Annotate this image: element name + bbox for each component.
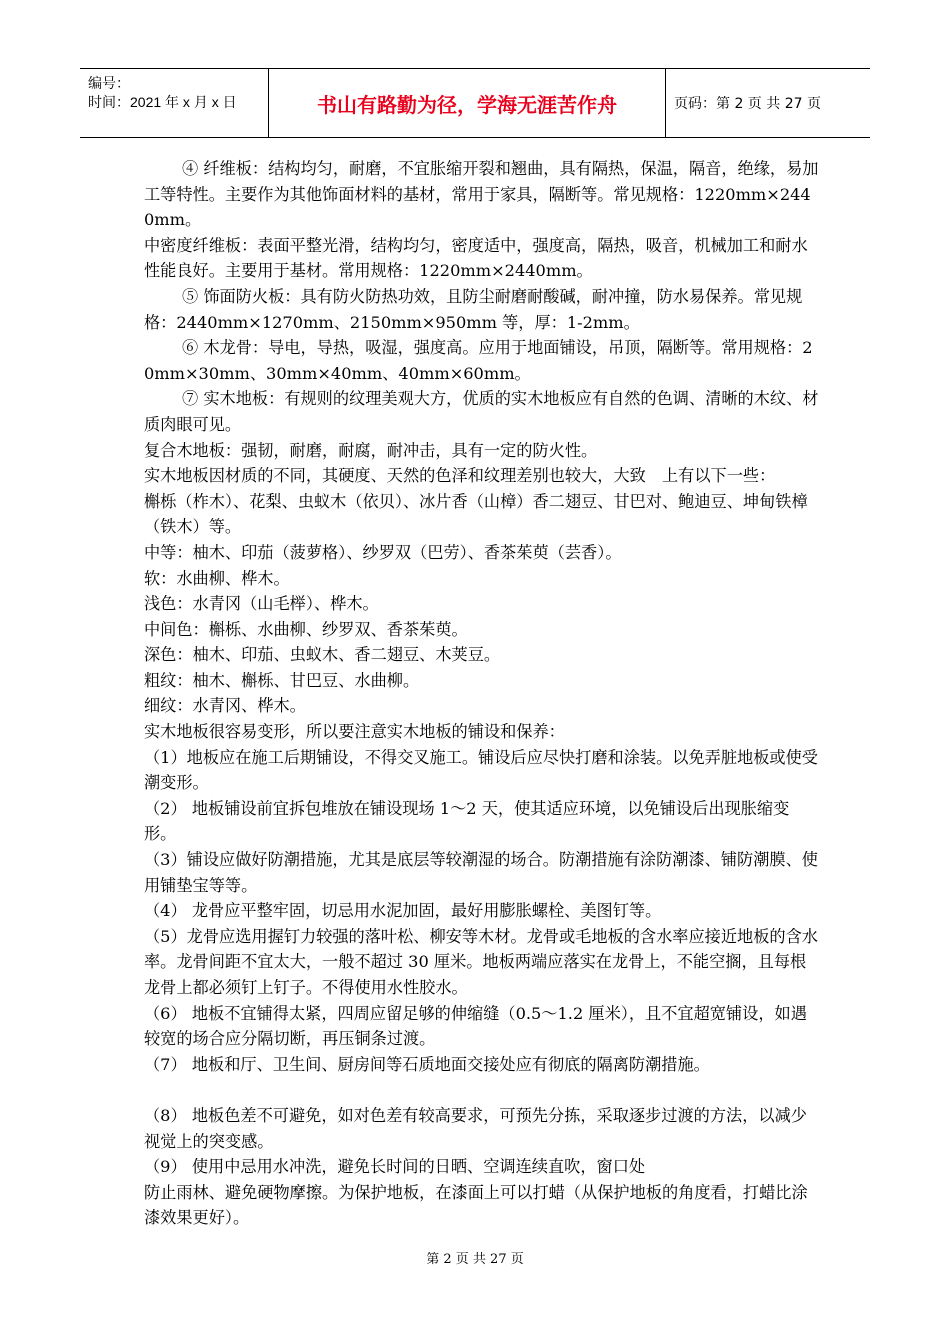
body-paragraph: （3）铺设应做好防潮措施，尤其是底层等较潮湿的场合。防潮措施有涂防潮漆、铺防潮膜、使用铺垫宝等等。 xyxy=(144,850,818,895)
body-paragraph: （5）龙骨应选用握钉力较强的落叶松、柳安等木材。龙骨或毛地板的含水率应接近地板的含水率。龙骨间距不宜太大，一般不超过 30 厘米。地板两端应落实在龙骨上，不能空搁，且每根龙骨上都必须钉上钉子。不得使用水性胶水。 xyxy=(144,926,818,997)
body-paragraph: 槲栎（柞木）、花梨、虫蚁木（依贝）、冰片香（山樟）香二翅豆、甘巴对、鲍迪豆、坤甸铁樟（铁木）等。 xyxy=(144,491,808,537)
body-paragraph: 防止雨林、避免硬物摩擦。为保护地板，在漆面上可以打蜡（从保护地板的角度看，打蜡比涂漆效果更好）。 xyxy=(144,1182,808,1228)
body-paragraph: （8） 地板色差不可避免，如对色差有较高要求，可预先分拣，采取逐步过渡的方法，以减少视觉上的突变感。 xyxy=(144,1105,807,1151)
body-paragraph: 深色：柚木、印茄、虫蚁木、香二翅豆、木荚豆。 xyxy=(144,645,501,665)
header-motto: 书山有路勤为径，学海无涯苦作舟 xyxy=(269,69,666,137)
body-paragraph: 细纹：水青冈、桦木。 xyxy=(144,696,306,716)
body-paragraph: （1）地板应在施工后期铺设，不得交叉施工。铺设后应尽快打磨和涂装。以免弄脏地板或使受潮变形。 xyxy=(144,747,818,793)
body-paragraph: （6） 地板不宜铺得太紧，四周应留足够的伸缩缝（0.5～1.2 厘米），且不宜超宽铺设，如遇较宽的场合应分隔切断，再压铜条过渡。 xyxy=(144,1003,807,1049)
body-paragraph: （7） 地板和厅、卫生间、厨房间等石质地面交接处应有彻底的隔离防潮措施。 xyxy=(144,1054,710,1074)
body-paragraph: 中等：柚木、印茄（菠萝格）、纱罗双（巴劳）、香茶茱萸（芸香）。 xyxy=(144,542,622,562)
body-paragraph: ⑤ 饰面防火板：具有防火防热功效，且防尘耐磨耐酸碱，耐冲撞，防水易保养。常见规格：2440mm×1270mm、2150mm×950mm 等，厚：1-2mm。 xyxy=(144,286,803,332)
page-footer: 第 2 页 共 27 页 xyxy=(426,1252,524,1267)
body-paragraph: （2） 地板铺设前宜拆包堆放在铺设现场 1～2 天，使其适应环境，以免铺设后出现胀缩变形。 xyxy=(144,798,790,844)
header-page-info: 页码：第 2 页 共 27 页 xyxy=(674,96,821,112)
body-paragraph: 实木地板很容易变形，所以要注意实木地板的铺设和保养： xyxy=(144,722,565,742)
body-paragraph: 实木地板因材质的不同，其硬度、天然的色泽和纹理差别也较大，大致 上有以下一些： xyxy=(144,466,776,486)
body-paragraph: 粗纹：柚木、槲栎、甘巴豆、水曲柳。 xyxy=(144,670,420,690)
body-paragraph: 浅色：水青冈（山毛榉）、桦木。 xyxy=(144,594,379,614)
body-paragraph: 中密度纤维板：表面平整光滑，结构均匀，密度适中，强度高，隔热，吸音，机械加工和耐水性能良好。主要用于基材。常用规格：1220mm×2440mm。 xyxy=(144,235,808,281)
body-paragraph: 中间色：槲栎、水曲柳、纱罗双、香茶茱萸。 xyxy=(144,619,468,639)
document-number-label: 编号： xyxy=(88,75,130,91)
document-time-label: 时间：2021 年 x 月 x 日 xyxy=(88,94,237,110)
body-paragraph: ④ 纤维板：结构均匀，耐磨，不宜胀缩开裂和翘曲，具有隔热，保温，隔音，绝缘，易加工等特性。主要作为其他饰面材料的基材，常用于家具，隔断等。常见规格：1220mm×2440mm。 xyxy=(144,159,819,230)
document-body xyxy=(144,156,820,1231)
page-header xyxy=(80,68,870,138)
body-paragraph xyxy=(144,1077,820,1103)
body-paragraph: （4） 龙骨应平整牢固，切忌用水泥加固，最好用膨胀螺栓、美图钉等。 xyxy=(144,901,662,921)
body-paragraph: ⑥ 木龙骨：导电，导热，吸湿，强度高。应用于地面铺设，吊顶，隔断等。常用规格：20mm×30mm、30mm×40mm、40mm×60mm。 xyxy=(144,338,813,383)
header-meta xyxy=(80,69,269,137)
body-paragraph: 复合木地板：强韧，耐磨，耐腐，耐冲击，具有一定的防火性。 xyxy=(144,440,598,460)
body-paragraph: 软：水曲柳、桦木。 xyxy=(144,568,290,588)
body-paragraph: （9） 使用中忌用水冲洗，避免长时间的日晒、空调连续直吹，窗口处 xyxy=(144,1157,646,1177)
body-paragraph: ⑦ 实木地板：有规则的纹理美观大方，优质的实木地板应有自然的色调、清晰的木纹、材质肉眼可见。 xyxy=(144,389,819,434)
